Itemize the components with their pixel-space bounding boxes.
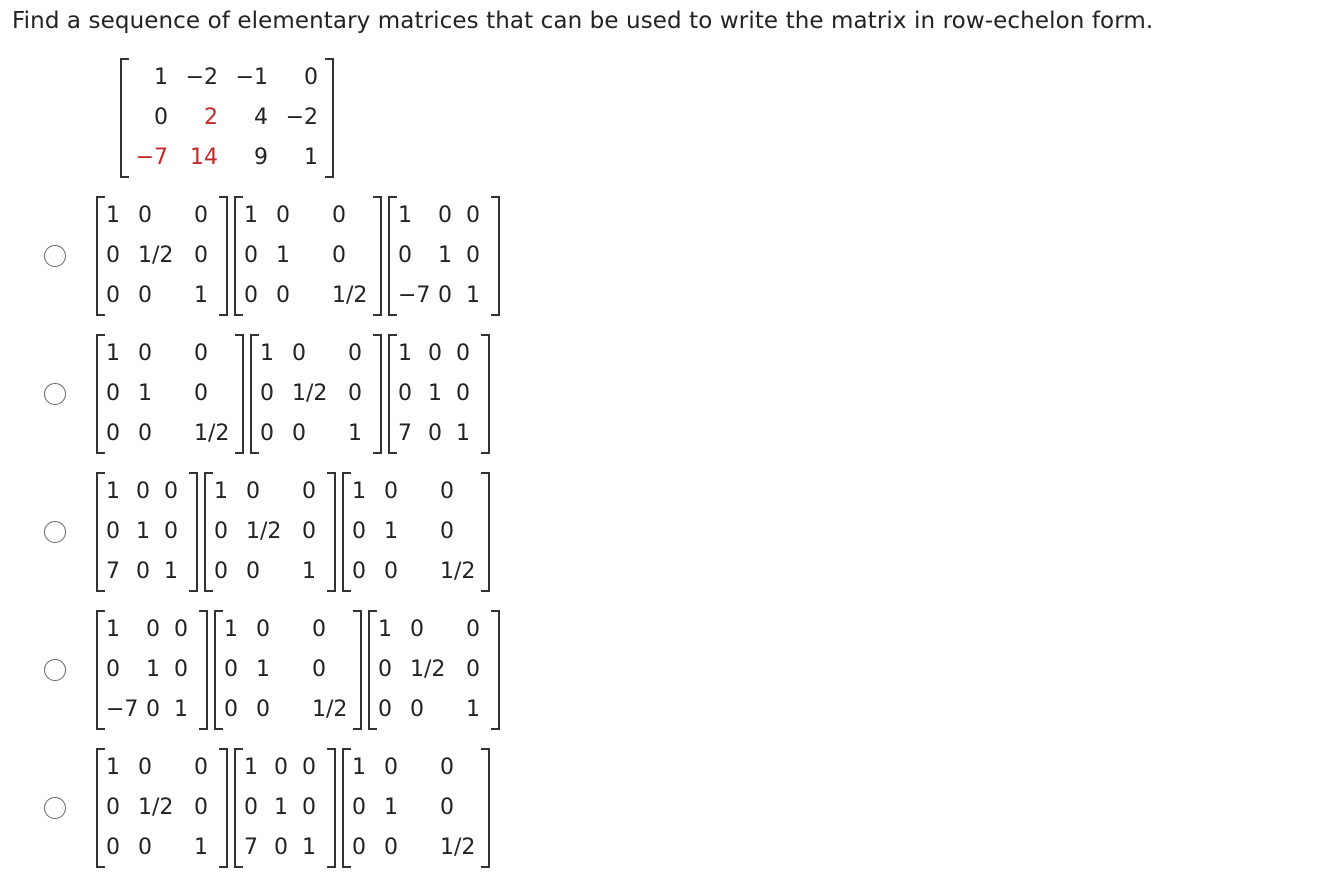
matrix-cell: 0: [194, 341, 208, 366]
matrix-cell: 0: [136, 559, 150, 584]
matrix-cell: 0: [146, 697, 160, 722]
matrix-cell: 0: [138, 203, 152, 228]
matrix-cell: 0: [456, 341, 470, 366]
matrix-cell: 1/2: [138, 795, 174, 820]
matrix-cell: 0: [428, 341, 442, 366]
matrix-cell: 0: [428, 421, 442, 446]
matrix-cell: 0: [348, 341, 362, 366]
matrix-cell: 0: [164, 479, 178, 504]
answer-option-4[interactable]: [44, 610, 500, 730]
matrix-cell: 0: [260, 381, 274, 406]
matrix-cell: −2: [185, 65, 218, 90]
matrix-cell: 2: [204, 105, 218, 130]
matrix-cell: 1/2: [138, 243, 174, 268]
matrix-cell: 0: [304, 65, 318, 90]
matrix-cell: 1: [398, 203, 412, 228]
matrix-cell: 1: [466, 697, 480, 722]
matrix-cell: 0: [274, 835, 288, 860]
answer-option-3[interactable]: [44, 472, 490, 592]
matrix-cell: 0: [138, 755, 152, 780]
matrix-cell: 0: [138, 341, 152, 366]
matrix-cell: 0: [378, 697, 392, 722]
matrix-cell: 0: [260, 421, 274, 446]
matrix-cell: 1: [302, 835, 316, 860]
matrix-cell: 1: [244, 755, 258, 780]
matrix-cell: 0: [292, 341, 306, 366]
matrix-cell: 4: [254, 105, 268, 130]
matrix-cell: 0: [302, 795, 316, 820]
given-matrix: [120, 58, 334, 178]
matrix-cell: 0: [106, 243, 120, 268]
question-text: Find a sequence of elementary matrices that can be used to write the matrix in row-echelon form.: [12, 8, 1154, 34]
elementary-matrix: [214, 610, 362, 730]
matrix-cell: 0: [352, 559, 366, 584]
matrix-cell: 0: [244, 795, 258, 820]
elementary-matrix: [388, 196, 500, 316]
matrix-cell: 0: [438, 203, 452, 228]
matrix-cell: 1: [384, 519, 398, 544]
matrix-cell: 1: [106, 617, 120, 642]
matrix-cell: 0: [302, 755, 316, 780]
matrix-cell: 1: [106, 755, 120, 780]
elementary-matrix: [96, 196, 228, 316]
matrix-cell: 0: [256, 697, 270, 722]
matrix-cell: 1: [274, 795, 288, 820]
matrix-cell: 0: [214, 519, 228, 544]
answer-option-5[interactable]: [44, 748, 490, 868]
elementary-matrix: [234, 748, 336, 868]
matrix-cell: 1: [466, 283, 480, 308]
matrix-cell: 0: [378, 657, 392, 682]
matrix-cell: 0: [194, 203, 208, 228]
matrix-product: [96, 334, 490, 454]
matrix-cell: 0: [154, 105, 168, 130]
elementary-matrix: [204, 472, 336, 592]
matrix-cell: 0: [174, 657, 188, 682]
matrix-cell: 1: [384, 795, 398, 820]
matrix-cell: 14: [190, 145, 218, 170]
matrix-cell: −1: [235, 65, 268, 90]
matrix-cell: 0: [384, 479, 398, 504]
matrix-cell: 0: [292, 421, 306, 446]
matrix-cell: 1: [194, 835, 208, 860]
matrix-cell: 0: [106, 835, 120, 860]
matrix-cell: 1/2: [194, 421, 230, 446]
matrix-cell: −7: [398, 283, 431, 308]
matrix-cell: 1: [348, 421, 362, 446]
matrix-cell: 1: [136, 519, 150, 544]
matrix-cell: −7: [135, 145, 168, 170]
matrix-cell: 1: [164, 559, 178, 584]
matrix-cell: 0: [466, 203, 480, 228]
answer-option-1[interactable]: [44, 196, 500, 316]
matrix-cell: 0: [224, 697, 238, 722]
matrix-cell: 0: [302, 519, 316, 544]
matrix-cell: 0: [438, 283, 452, 308]
matrix-cell: 0: [106, 657, 120, 682]
radio-button[interactable]: [44, 245, 66, 267]
matrix-cell: 0: [466, 243, 480, 268]
matrix-cell: 0: [174, 617, 188, 642]
matrix-cell: 0: [276, 203, 290, 228]
matrix-cell: 0: [384, 559, 398, 584]
matrix-cell: 1: [174, 697, 188, 722]
matrix-cell: 0: [440, 755, 454, 780]
matrix-cell: 1: [456, 421, 470, 446]
elementary-matrix: [96, 610, 208, 730]
elementary-matrix: [96, 334, 244, 454]
matrix-cell: 1: [244, 203, 258, 228]
matrix-cell: 1/2: [312, 697, 348, 722]
elementary-matrix: [388, 334, 490, 454]
matrix-cell: 0: [276, 283, 290, 308]
matrix-cell: 1: [106, 341, 120, 366]
matrix-cell: 1: [154, 65, 168, 90]
matrix-cell: 0: [244, 243, 258, 268]
elementary-matrix: [234, 196, 382, 316]
matrix-cell: 1: [224, 617, 238, 642]
matrix-product: [96, 472, 490, 592]
matrix-product: [96, 196, 500, 316]
matrix-cell: 0: [312, 657, 326, 682]
matrix-cell: 0: [194, 755, 208, 780]
matrix-cell: 0: [136, 479, 150, 504]
matrix-cell: 1: [378, 617, 392, 642]
matrix-cell: 0: [106, 795, 120, 820]
matrix-cell: 1: [256, 657, 270, 682]
matrix-cell: 0: [352, 519, 366, 544]
elementary-matrix: [368, 610, 500, 730]
elementary-matrix: [96, 472, 198, 592]
matrix-cell: 1/2: [440, 835, 476, 860]
matrix-cell: 1/2: [440, 559, 476, 584]
elementary-matrix: [96, 748, 228, 868]
matrix-cell: 0: [440, 795, 454, 820]
matrix-cell: 0: [106, 421, 120, 446]
answer-option-2[interactable]: [44, 334, 490, 454]
matrix-cell: 1: [106, 479, 120, 504]
matrix-cell: 0: [214, 559, 228, 584]
matrix-cell: 0: [312, 617, 326, 642]
matrix-cell: 0: [244, 283, 258, 308]
matrix-cell: 0: [440, 479, 454, 504]
matrix-product: [96, 610, 500, 730]
matrix-cell: 0: [384, 835, 398, 860]
matrix-cell: 0: [274, 755, 288, 780]
matrix-cell: 1/2: [246, 519, 282, 544]
matrix-product: [96, 748, 490, 868]
matrix-cell: 0: [194, 243, 208, 268]
matrix-cell: 0: [138, 421, 152, 446]
matrix-cell: 0: [456, 381, 470, 406]
matrix-cell: 9: [254, 145, 268, 170]
radio-button[interactable]: [44, 521, 66, 543]
matrix-cell: 0: [398, 243, 412, 268]
matrix-cell: 1: [194, 283, 208, 308]
matrix-cell: 1/2: [292, 381, 328, 406]
matrix-cell: 0: [332, 203, 346, 228]
matrix-cell: 0: [410, 697, 424, 722]
matrix-cell: 1: [398, 341, 412, 366]
elementary-matrix: [250, 334, 382, 454]
matrix-cell: 1/2: [410, 657, 446, 682]
elementary-matrix: [342, 472, 490, 592]
matrix-cell: 0: [410, 617, 424, 642]
matrix-cell: 1: [106, 203, 120, 228]
matrix-cell: 7: [244, 835, 258, 860]
matrix-cell: 0: [164, 519, 178, 544]
matrix-cell: −2: [285, 105, 318, 130]
matrix-cell: 0: [256, 617, 270, 642]
matrix-cell: 0: [352, 795, 366, 820]
radio-button[interactable]: [44, 659, 66, 681]
matrix-cell: 0: [466, 657, 480, 682]
matrix-cell: 0: [246, 559, 260, 584]
radio-button[interactable]: [44, 797, 66, 819]
matrix-cell: 1: [352, 755, 366, 780]
matrix-cell: 1: [146, 657, 160, 682]
matrix-cell: 0: [194, 381, 208, 406]
matrix-cell: 0: [146, 617, 160, 642]
matrix-cell: 0: [440, 519, 454, 544]
matrix-cell: 1: [302, 559, 316, 584]
matrix-cell: 1: [138, 381, 152, 406]
matrix-cell: −7: [106, 697, 139, 722]
matrix-cell: 0: [398, 381, 412, 406]
matrix-cell: 0: [302, 479, 316, 504]
matrix-cell: 1: [214, 479, 228, 504]
matrix-cell: 1: [276, 243, 290, 268]
matrix-cell: 0: [106, 381, 120, 406]
elementary-matrix: [342, 748, 490, 868]
matrix-cell: 0: [106, 519, 120, 544]
matrix-cell: 7: [106, 559, 120, 584]
matrix-cell: 0: [466, 617, 480, 642]
given-matrix-bracket: [120, 58, 334, 178]
matrix-cell: 1/2: [332, 283, 368, 308]
matrix-cell: 1: [428, 381, 442, 406]
matrix-cell: 0: [384, 755, 398, 780]
matrix-cell: 1: [438, 243, 452, 268]
matrix-cell: 0: [106, 283, 120, 308]
matrix-cell: 1: [260, 341, 274, 366]
matrix-cell: 0: [332, 243, 346, 268]
matrix-cell: 7: [398, 421, 412, 446]
matrix-cell: 0: [194, 795, 208, 820]
matrix-cell: 1: [304, 145, 318, 170]
matrix-cell: 0: [352, 835, 366, 860]
matrix-cell: 0: [348, 381, 362, 406]
matrix-cell: 0: [246, 479, 260, 504]
radio-button[interactable]: [44, 383, 66, 405]
matrix-cell: 1: [352, 479, 366, 504]
matrix-cell: 0: [138, 835, 152, 860]
matrix-cell: 0: [224, 657, 238, 682]
matrix-cell: 0: [138, 283, 152, 308]
